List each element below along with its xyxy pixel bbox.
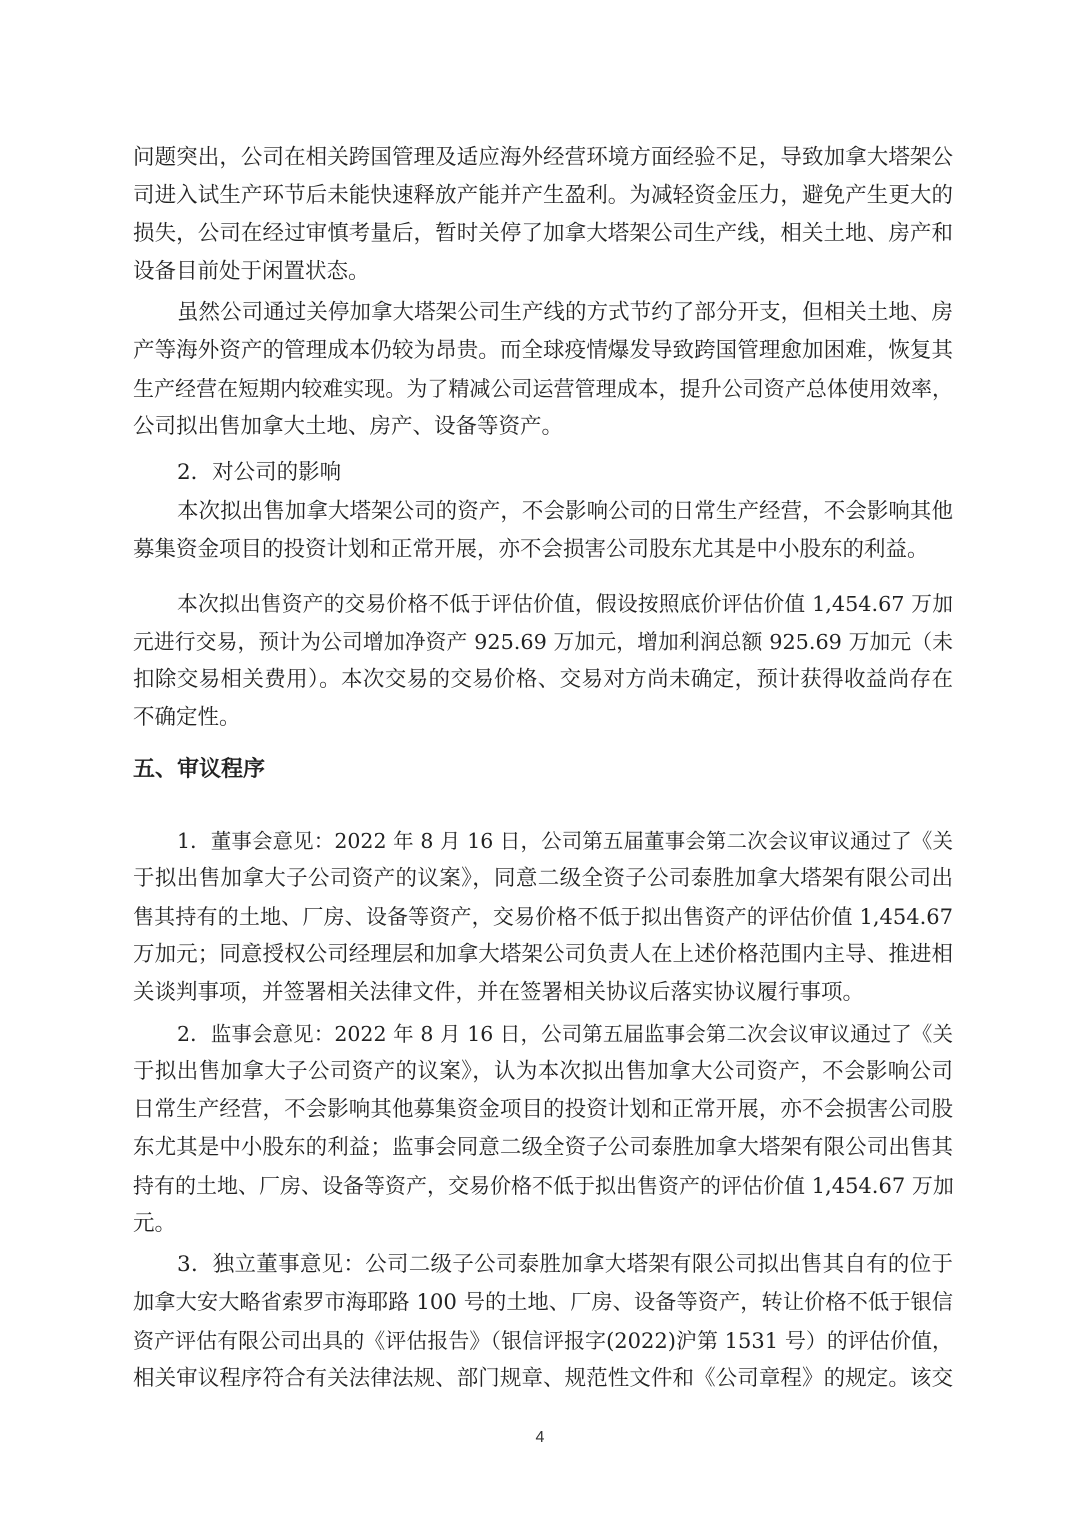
- text-line: 设备目前处于闲置状态。: [133, 259, 370, 284]
- text-line: 加拿大安大略省索罗市海耶路 100 号的土地、厂房、设备等资产，转让价格不低于银信: [133, 1290, 953, 1315]
- text-line: 于拟出售加拿大子公司资产的议案》，同意二级全资子公司泰胜加拿大塔架有限公司出: [133, 866, 953, 891]
- text-line: 元。: [133, 1211, 177, 1236]
- text-line: 东尤其是中小股东的利益；监事会同意二级全资子公司泰胜加拿大塔架有限公司出售其: [133, 1135, 953, 1160]
- text-line: 资产评估有限公司出具的《评估报告》（银信评报字(2022)沪第 1531 号）的评估价值，: [133, 1329, 953, 1353]
- text-line: 募集资金项目的投资计划和正常开展，亦不会损害公司股东尤其是中小股东的利益。: [133, 537, 929, 562]
- text-line: 损失，公司在经过审慎考量后，暂时关停了加拿大塔架公司生产线，相关土地、房产和: [133, 221, 953, 246]
- text-line: 元进行交易，预计为公司增加净资产 925.69 万加元，增加利润总额 925.69 万加元（未: [133, 630, 953, 654]
- text-line: 持有的土地、厂房、设备等资产，交易价格不低于拟出售资产的评估价值 1,454.67 万加: [133, 1174, 954, 1198]
- text-line: 1．董事会意见：2022 年 8 月 16 日，公司第五届董事会第二次会议审议通过了《关: [177, 829, 953, 853]
- text-line: 产等海外资产的管理成本仍较为昂贵。而全球疫情爆发导致跨国管理愈加困难，恢复其: [133, 338, 953, 363]
- text-line: 不确定性。: [133, 705, 241, 730]
- text-line: 关谈判事项，并签署相关法律文件，并在签署相关协议后落实协议履行事项。: [133, 980, 865, 1005]
- text-line: 生产经营在短期内较难实现。为了精减公司运营管理成本，提升公司资产总体使用效率，: [133, 377, 953, 401]
- text-line: 本次拟出售加拿大塔架公司的资产，不会影响公司的日常生产经营，不会影响其他: [177, 499, 953, 524]
- subheading-impact: 2．对公司的影响: [177, 460, 342, 485]
- text-line: 售其持有的土地、厂房、设备等资产，交易价格不低于拟出售资产的评估价值 1,454.67: [133, 905, 953, 929]
- text-line: 万加元；同意授权公司经理层和加拿大塔架公司负责人在上述价格范围内主导、推进相: [133, 942, 953, 967]
- text-line: 问题突出，公司在相关跨国管理及适应海外经营环境方面经验不足，导致加拿大塔架公: [133, 145, 953, 170]
- text-line: 2．监事会意见：2022 年 8 月 16 日，公司第五届监事会第二次会议审议通过了《关: [177, 1022, 953, 1046]
- section-heading-review-procedure: 五、审议程序: [133, 757, 266, 782]
- text-line: 虽然公司通过关停加拿大塔架公司生产线的方式节约了部分开支，但相关土地、房: [177, 300, 953, 325]
- page-number: 4: [535, 1429, 545, 1446]
- text-line: 于拟出售加拿大子公司资产的议案》，认为本次拟出售加拿大公司资产，不会影响公司: [133, 1059, 953, 1084]
- text-line: 司进入试生产环节后未能快速释放产能并产生盈利。为减轻资金压力，避免产生更大的: [133, 183, 953, 208]
- text-line: 公司拟出售加拿大土地、房产、设备等资产。: [133, 414, 564, 439]
- text-line: 扣除交易相关费用）。本次交易的交易价格、交易对方尚未确定，预计获得收益尚存在: [133, 667, 953, 692]
- text-line: 日常生产经营，不会影响其他募集资金项目的投资计划和正常开展，亦不会损害公司股: [133, 1097, 953, 1122]
- text-line: 3．独立董事意见：公司二级子公司泰胜加拿大塔架有限公司拟出售其自有的位于: [177, 1252, 953, 1277]
- text-line: 相关审议程序符合有关法律法规、部门规章、规范性文件和《公司章程》的规定。该交: [133, 1366, 953, 1391]
- text-line: 本次拟出售资产的交易价格不低于评估价值，假设按照底价评估价值 1,454.67 万加: [177, 592, 953, 616]
